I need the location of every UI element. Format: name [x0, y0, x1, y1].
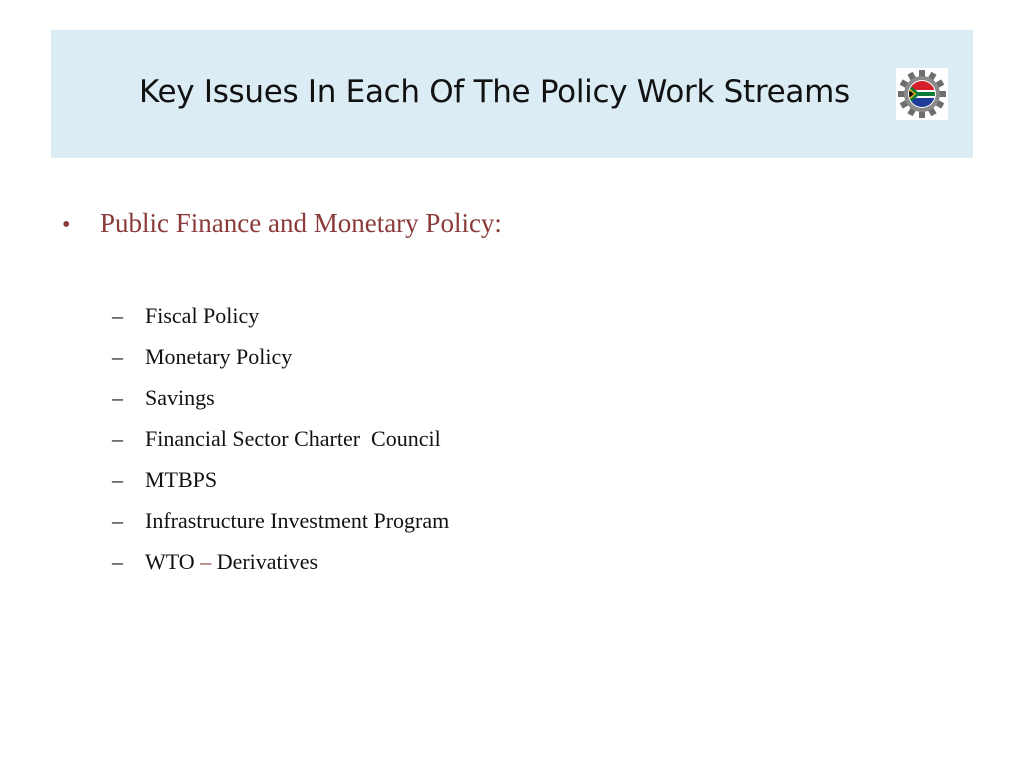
- dash-marker: –: [112, 344, 123, 369]
- dash-marker: –: [112, 467, 123, 492]
- main-bullet: [62, 208, 502, 239]
- inline-dash: –: [200, 549, 212, 574]
- sub-item-label-part: WTO: [145, 549, 201, 574]
- gear-flag-emblem-icon: [896, 68, 948, 120]
- sub-item-label: Monetary Policy: [145, 344, 293, 369]
- sub-item-label: Financial Sector Charter Council: [145, 426, 441, 451]
- bullet-marker: •: [62, 212, 71, 238]
- sub-item-list: [112, 303, 449, 590]
- slide-title: Key Issues In Each Of The Policy Work Streams: [139, 74, 850, 110]
- sub-item-financial-sector-charter: [112, 426, 449, 467]
- dash-marker: –: [112, 303, 123, 328]
- sub-item-infrastructure-investment: [112, 508, 449, 549]
- sub-item-label: Fiscal Policy: [145, 303, 260, 328]
- sub-item-monetary-policy: [112, 344, 449, 385]
- sub-item-mtbps: [112, 467, 449, 508]
- sub-item-fiscal-policy: [112, 303, 449, 344]
- dash-marker: –: [112, 508, 123, 533]
- dash-marker: –: [112, 385, 123, 410]
- sub-item-label: Savings: [145, 385, 215, 410]
- sub-item-savings: [112, 385, 449, 426]
- sub-item-label: [145, 549, 318, 575]
- sub-item-label: MTBPS: [145, 467, 218, 492]
- dash-marker: –: [112, 549, 123, 574]
- sub-item-label: Infrastructure Investment Program: [145, 508, 450, 533]
- dash-marker: –: [112, 426, 123, 451]
- sub-item-label-part: Derivatives: [211, 549, 319, 574]
- sub-item-wto-derivatives: [112, 549, 449, 590]
- bullet-heading: Public Finance and Monetary Policy:: [100, 208, 502, 238]
